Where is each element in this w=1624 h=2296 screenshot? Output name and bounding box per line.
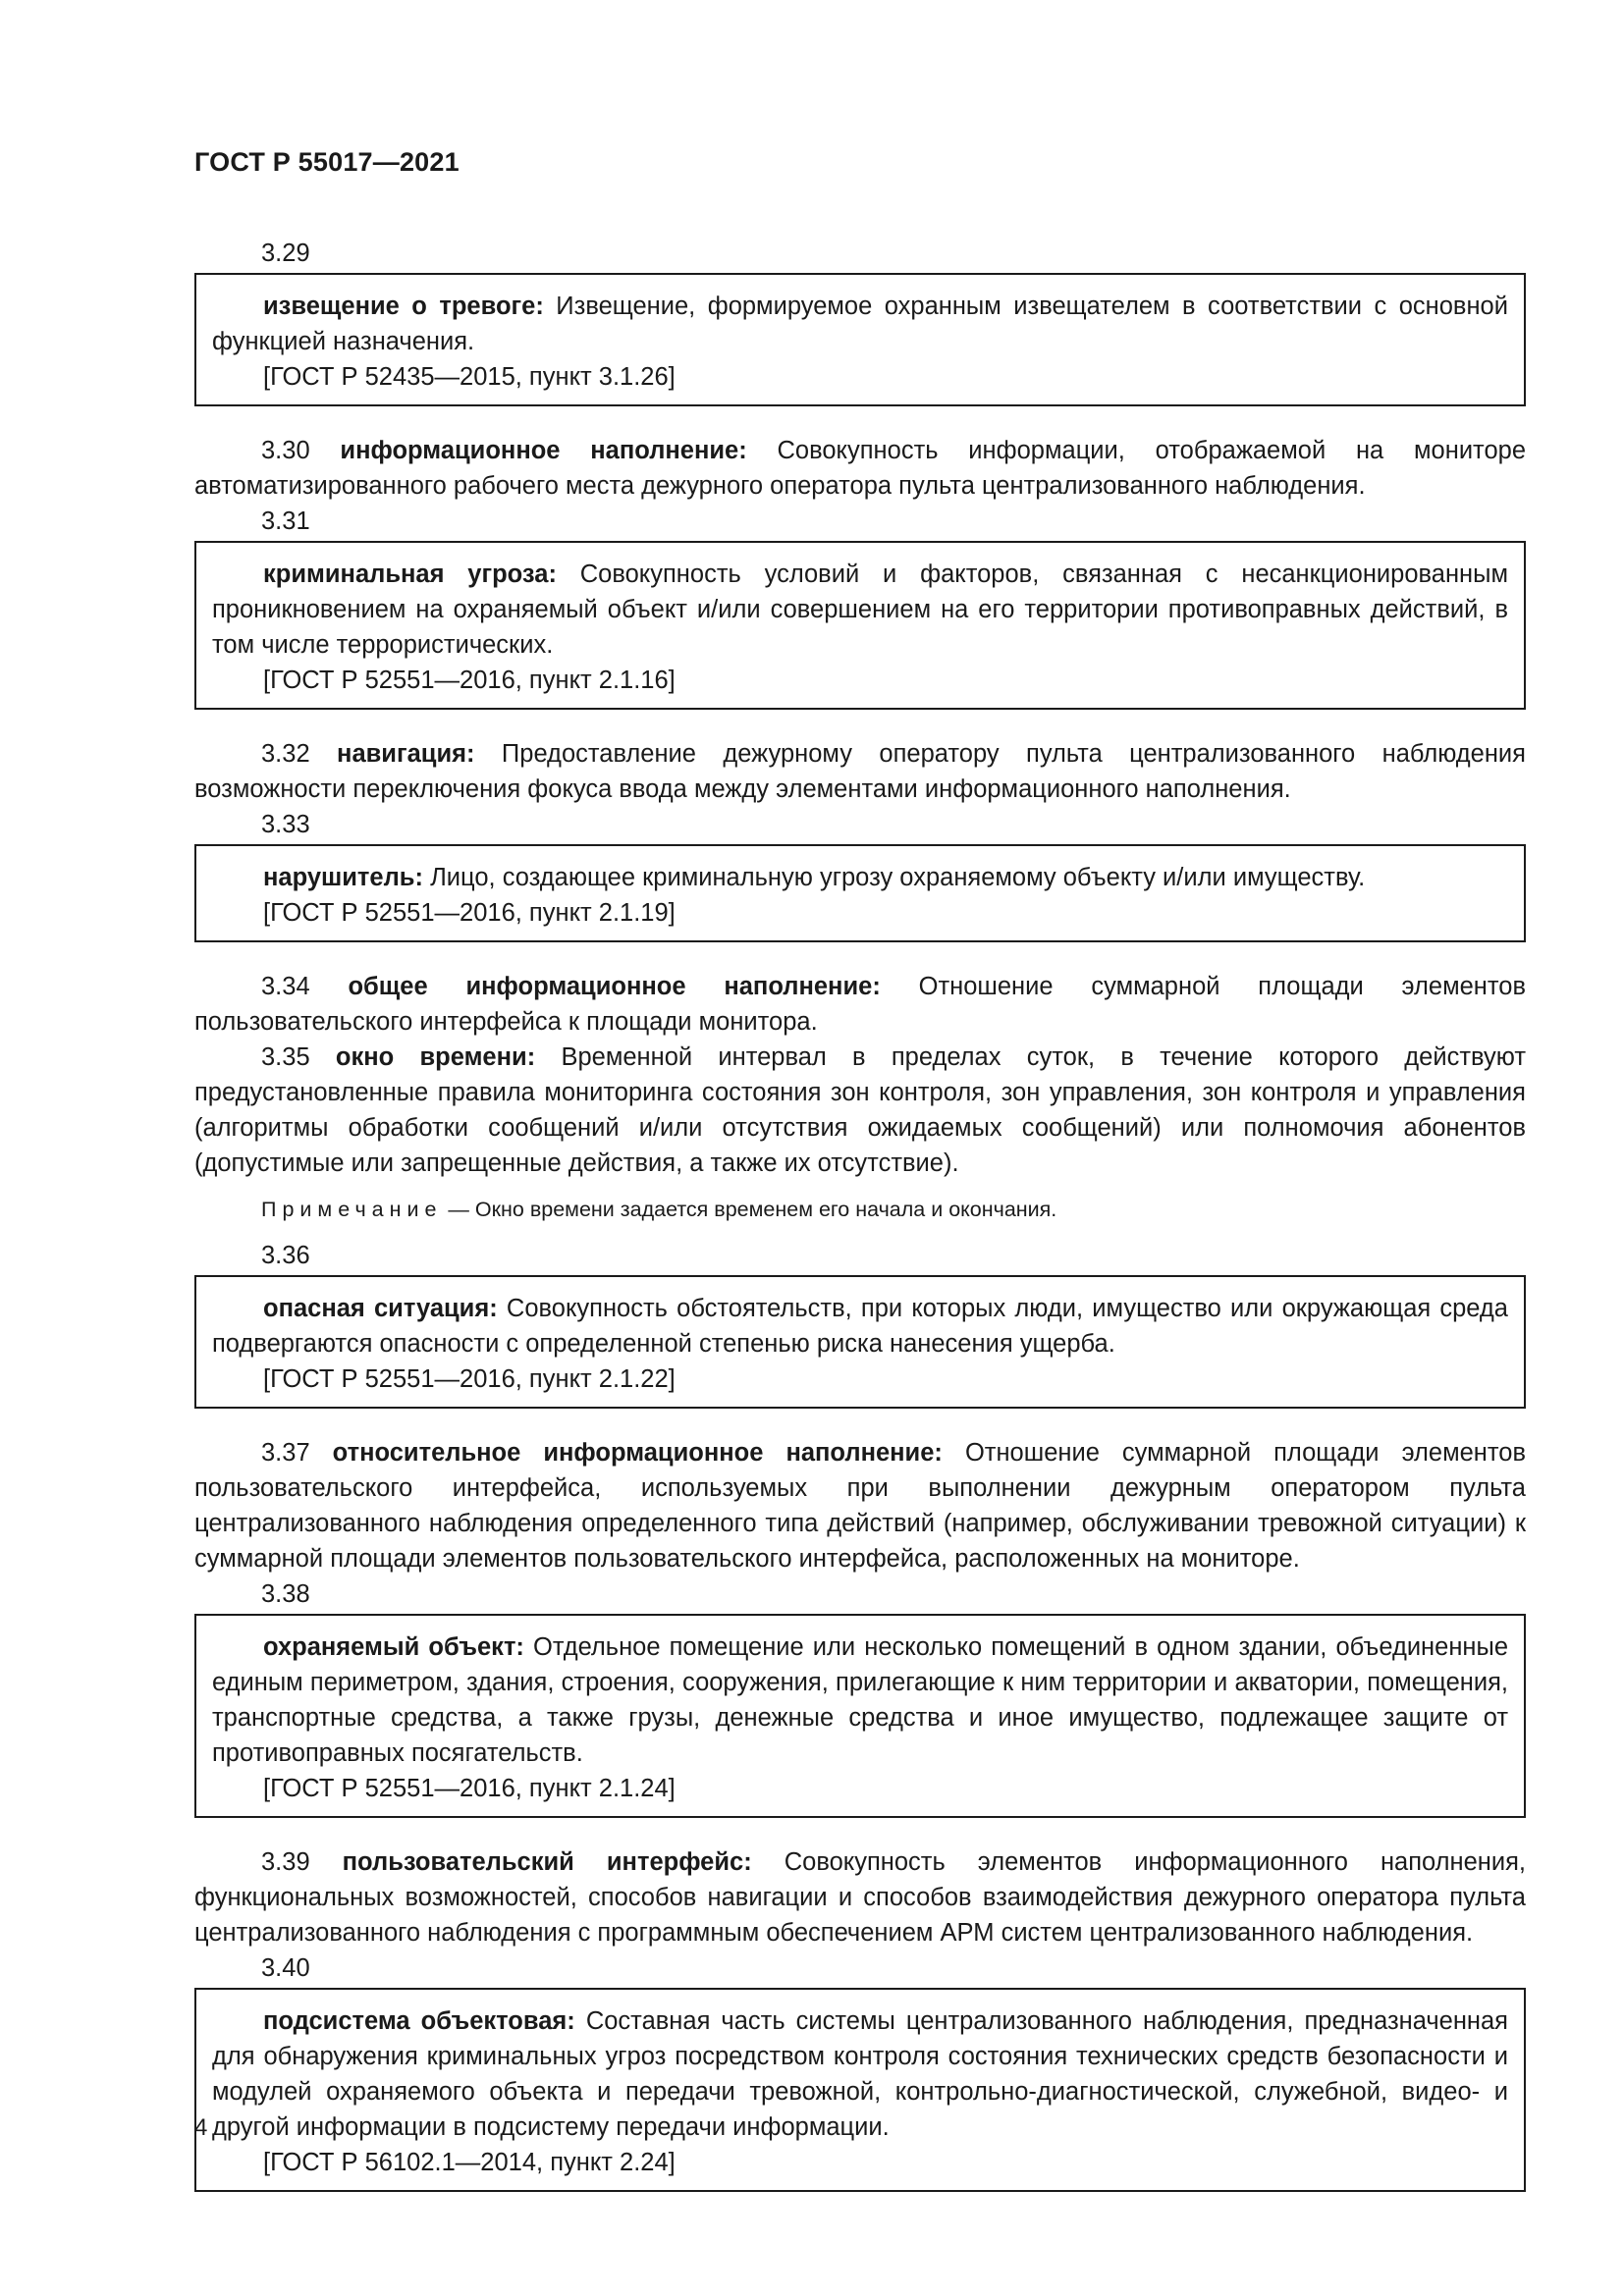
entry-3-30 (194, 433, 1526, 504)
entry-number: 3.33 (261, 811, 310, 838)
entry-number: 3.39 (261, 1848, 343, 1876)
definition-box (194, 541, 1526, 710)
definition-box (194, 1988, 1526, 2192)
entry-3-32 (194, 736, 1526, 807)
term: извещение о тревоге: (263, 293, 544, 320)
term: окно времени: (335, 1043, 536, 1071)
definition-box (194, 844, 1526, 942)
entry-number: 3.37 (261, 1439, 333, 1467)
entry-3-33 (194, 807, 1526, 942)
definition-box (194, 273, 1526, 406)
entry-number: 3.29 (261, 240, 310, 267)
definition-body: Лицо, создающее криминальную угрозу охраняемому объекту и/или имуществу. (422, 864, 1366, 891)
definition-body: Совокупность элементов информационного наполнения, функциональных возможностей, способов навигации и способов взаимодействия дежурного оператора пульта централизованного наблюдения с программным обеспечением АРМ систем централизованного наблюдения. (194, 1848, 1526, 1947)
document-header-title: ГОСТ Р 55017—2021 (194, 147, 460, 177)
entry-3-39 (194, 1844, 1526, 1950)
entry-number: 3.32 (261, 740, 338, 768)
term: навигация: (337, 740, 475, 768)
definition-body: Отдельное помещение или несколько помещений в одном здании, объединенные единым периметром, здания, строения, сооружения, прилегающие к ним территории и акватории, помещения, транспортные средства, а также грузы, денежные средства и иное имущество, подлежащее защите от противоправных посягательств. (212, 1633, 1509, 1767)
term: относительное информационное наполнение: (332, 1439, 943, 1467)
term: охраняемый объект: (263, 1633, 524, 1661)
definition-text (212, 289, 1508, 359)
entry-3-37 (194, 1435, 1526, 1576)
note (194, 1195, 1526, 1224)
term: опасная ситуация: (263, 1295, 498, 1322)
entry-3-34 (194, 969, 1526, 1040)
definition-body: Временной интервал в пределах суток, в течение которого действуют предустановленные правила мониторинга состояния зон контроля, зон управления, зон контроля и управления (алгоритмы обработки сообщений и/или отсутствия ожидаемых сообщений) или полномочия абонентов (допустимые или запрещенные действия, а также их отсутствие). (194, 1043, 1526, 1177)
document-page (194, 147, 1526, 2192)
source-reference: [ГОСТ Р 52551—2016, пункт 2.1.19] (263, 899, 676, 927)
source-reference: [ГОСТ Р 52551—2016, пункт 2.1.16] (263, 667, 676, 694)
definition-body: Совокупность информации, отображаемой на мониторе автоматизированного рабочего места дежурного оператора пульта централизованного наблюдения. (194, 437, 1526, 500)
definition-body: Извещение, формируемое охранным извещателем в соответствии с основной функцией назначения. (212, 293, 1508, 355)
entry-3-35 (194, 1040, 1526, 1181)
definition-body: Совокупность обстоятельств, при которых люди, имущество или окружающая среда подвергаются опасности с определенной степенью риска нанесения ущерба. (212, 1295, 1508, 1358)
definition-box (194, 1614, 1526, 1818)
definition-body: Составная часть системы централизованного наблюдения, предназначенная для обнаружения криминальных угроз посредством контроля состояния технических средств безопасности и модулей охраняемого объекта и передачи тревожной, контрольно-диагностической, служебной, видео- и другой информации в подсистему передачи информации. (212, 2007, 1508, 2141)
source-reference: [ГОСТ Р 52435—2015, пункт 3.1.26] (263, 363, 676, 391)
definition-box (194, 1275, 1526, 1409)
term: подсистема объектовая: (263, 2007, 575, 2035)
definition-text (212, 860, 1508, 895)
source-reference: [ГОСТ Р 52551—2016, пункт 2.1.24] (263, 1775, 676, 1802)
entry-number: 3.34 (261, 973, 349, 1000)
term: общее информационное наполнение: (348, 973, 881, 1000)
term: криминальная угроза: (263, 561, 557, 588)
entry-3-31 (194, 504, 1526, 710)
entry-number: 3.40 (261, 1954, 310, 1982)
definition-text (212, 1629, 1508, 1771)
entry-3-36 (194, 1238, 1526, 1409)
entry-number: 3.36 (261, 1242, 310, 1269)
definition-text (212, 557, 1508, 663)
entry-number: 3.35 (261, 1043, 336, 1071)
entry-number: 3.31 (261, 507, 310, 535)
entry-3-38 (194, 1576, 1526, 1818)
definition-text (212, 2003, 1508, 2145)
entry-number: 3.30 (261, 437, 341, 464)
definition-body: Совокупность условий и факторов, связанная с несанкционированным проникновением на охраняемый объект и/или совершением на его территории противоправных действий, в том числе террористических. (212, 561, 1508, 659)
entry-3-40 (194, 1950, 1526, 2192)
definition-text (212, 1291, 1508, 1362)
entry-number: 3.38 (261, 1580, 310, 1608)
source-reference: [ГОСТ Р 56102.1—2014, пункт 2.24] (263, 2149, 676, 2176)
entry-3-29 (194, 236, 1526, 406)
term: пользовательский интерфейс: (342, 1848, 752, 1876)
definition-body: Предоставление дежурному оператору пульта централизованного наблюдения возможности переключения фокуса ввода между элементами информационного наполнения. (194, 740, 1526, 803)
definition-body: Отношение суммарной площади элементов пользовательского интерфейса к площади монитора. (194, 973, 1526, 1036)
note-label: Примечание (261, 1198, 443, 1221)
definition-body: Отношение суммарной площади элементов пользовательского интерфейса, используемых при выполнении дежурным оператором пульта централизованного наблюдения определенного типа действий (например, обслуживании тревожной ситуации) к суммарной площади элементов пользовательского интерфейса, расположенных на мониторе. (194, 1439, 1526, 1573)
source-reference: [ГОСТ Р 52551—2016, пункт 2.1.22] (263, 1365, 676, 1393)
page-number: 4 (194, 2114, 208, 2141)
term: нарушитель: (263, 864, 423, 891)
note-text: — Окно времени задается временем его начала и окончания. (442, 1198, 1057, 1221)
term: информационное наполнение: (340, 437, 747, 464)
